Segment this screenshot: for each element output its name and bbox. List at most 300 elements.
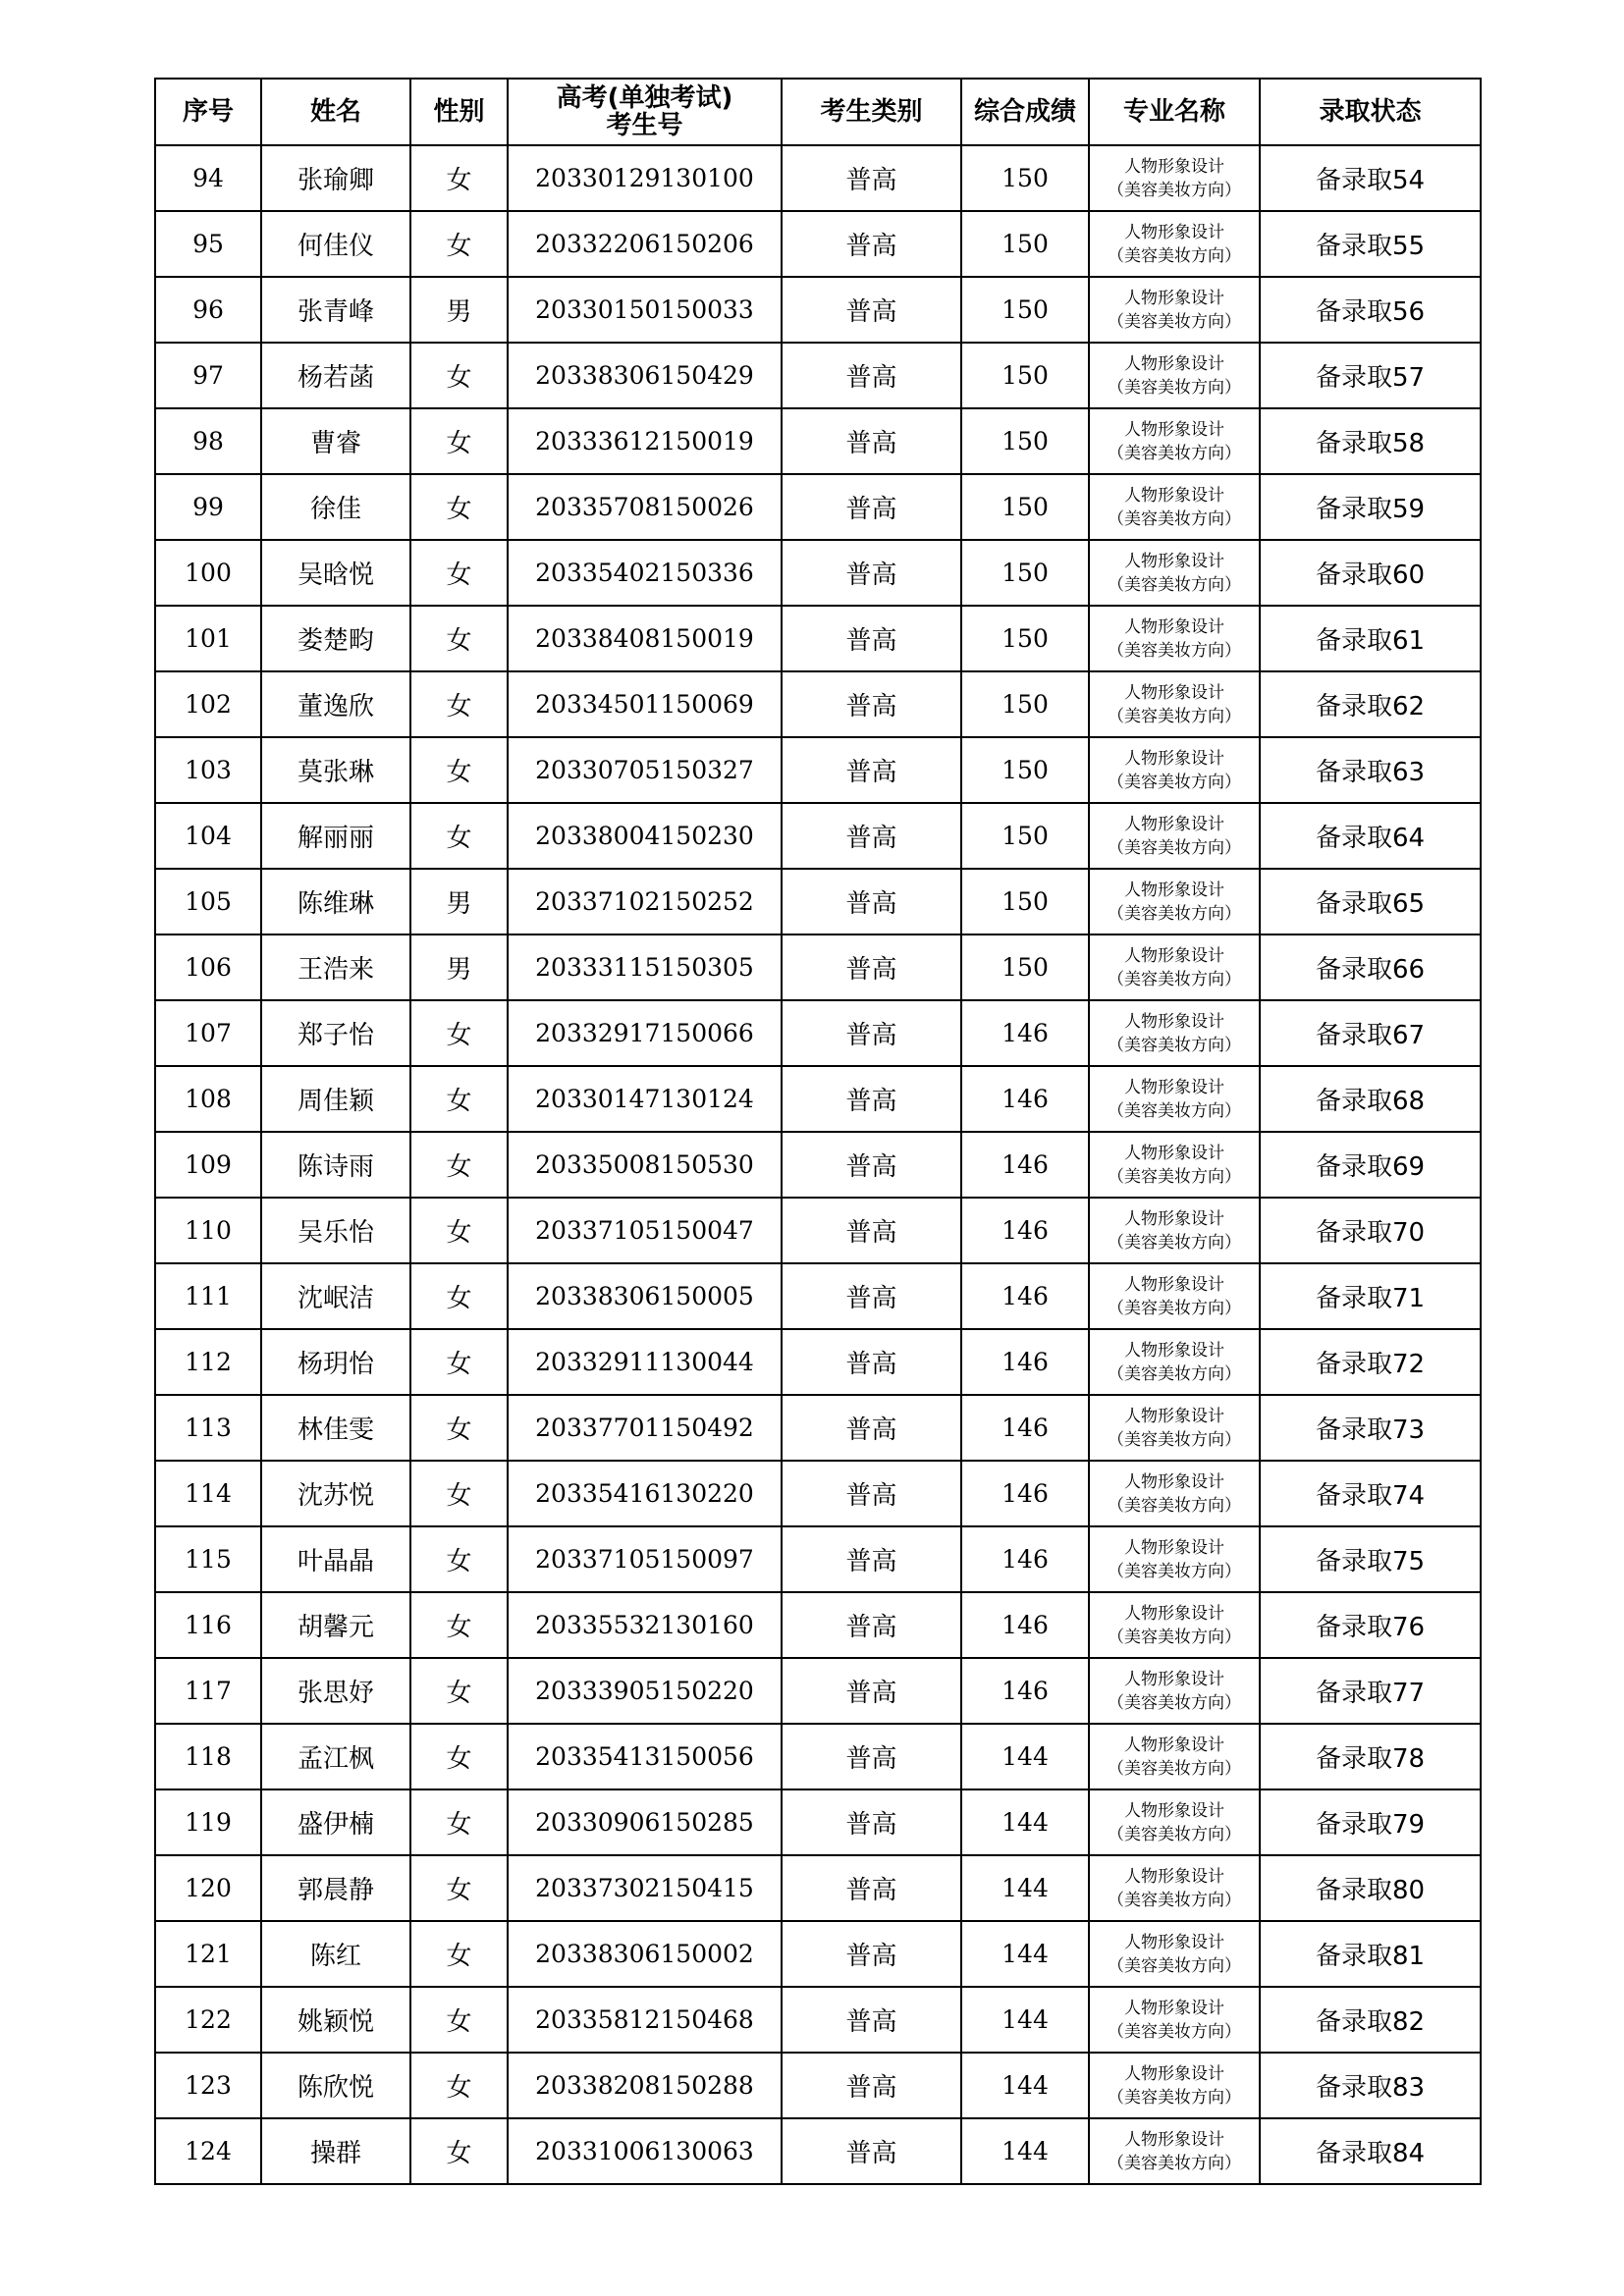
cell-score: 150 — [961, 211, 1089, 277]
cell-exam-id: 20332917150066 — [508, 1000, 782, 1066]
cell-exam-id: 20330705150327 — [508, 737, 782, 803]
table-row — [155, 1329, 1481, 1395]
cell-status: 备录取63 — [1260, 737, 1481, 803]
cell-status: 备录取60 — [1260, 540, 1481, 606]
cell-name: 杨若菡 — [261, 343, 410, 408]
table-row — [155, 343, 1481, 408]
cell-major-line2: （美容美妆方向） — [1108, 706, 1241, 726]
cell-gender: 女 — [410, 1198, 508, 1263]
cell-major-line2: （美容美妆方向） — [1108, 1824, 1241, 1844]
cell-major-line2: （美容美妆方向） — [1108, 1692, 1241, 1713]
cell-exam-id: 20338306150002 — [508, 1921, 782, 1987]
cell-status: 备录取78 — [1260, 1724, 1481, 1789]
cell-exam-id: 20335402150336 — [508, 540, 782, 606]
cell-name: 周佳颖 — [261, 1066, 410, 1132]
cell-gender: 女 — [410, 1263, 508, 1329]
cell-gender: 女 — [410, 1724, 508, 1789]
cell-status: 备录取70 — [1260, 1198, 1481, 1263]
header-seq: 序号 — [155, 79, 261, 145]
cell-major-line1: 人物形象设计 — [1124, 1208, 1224, 1229]
cell-gender: 女 — [410, 1855, 508, 1921]
cell-exam-id: 20333115150305 — [508, 934, 782, 1000]
cell-seq: 106 — [155, 934, 261, 1000]
table-row — [155, 1132, 1481, 1198]
cell-major-line1: 人物形象设计 — [1124, 1800, 1224, 1821]
cell-score: 150 — [961, 474, 1089, 540]
cell-score: 150 — [961, 277, 1089, 343]
cell-seq: 96 — [155, 277, 261, 343]
cell-major-line1: 人物形象设计 — [1124, 1471, 1224, 1492]
cell-seq: 112 — [155, 1329, 261, 1395]
cell-major-line1: 人物形象设计 — [1124, 288, 1224, 308]
cell-gender: 女 — [410, 1789, 508, 1855]
cell-gender: 女 — [410, 2118, 508, 2184]
cell-gender: 女 — [410, 1132, 508, 1198]
cell-score: 146 — [961, 1329, 1089, 1395]
cell-major-line1: 人物形象设计 — [1124, 814, 1224, 834]
cell-score: 150 — [961, 606, 1089, 671]
table-row — [155, 737, 1481, 803]
cell-type: 普高 — [782, 474, 961, 540]
cell-name: 王浩来 — [261, 934, 410, 1000]
cell-name: 张青峰 — [261, 277, 410, 343]
cell-type: 普高 — [782, 343, 961, 408]
cell-score: 146 — [961, 1658, 1089, 1724]
cell-seq: 121 — [155, 1921, 261, 1987]
cell-major — [1089, 1921, 1260, 1987]
cell-name: 叶晶晶 — [261, 1526, 410, 1592]
cell-major — [1089, 1724, 1260, 1789]
cell-score: 146 — [961, 1526, 1089, 1592]
cell-seq: 102 — [155, 671, 261, 737]
cell-exam-id: 20338208150288 — [508, 2053, 782, 2118]
table-row — [155, 1526, 1481, 1592]
cell-score: 150 — [961, 671, 1089, 737]
cell-major-line2: （美容美妆方向） — [1108, 2087, 1241, 2108]
header-status: 录取状态 — [1260, 79, 1481, 145]
table-row — [155, 1461, 1481, 1526]
header-name: 姓名 — [261, 79, 410, 145]
table-row — [155, 1263, 1481, 1329]
cell-status: 备录取74 — [1260, 1461, 1481, 1526]
table-row — [155, 1987, 1481, 2053]
cell-seq: 114 — [155, 1461, 261, 1526]
cell-exam-id: 20333905150220 — [508, 1658, 782, 1724]
table-row — [155, 1789, 1481, 1855]
cell-name: 解丽丽 — [261, 803, 410, 869]
cell-exam-id: 20338408150019 — [508, 606, 782, 671]
cell-status: 备录取58 — [1260, 408, 1481, 474]
cell-type: 普高 — [782, 1132, 961, 1198]
cell-type: 普高 — [782, 1592, 961, 1658]
cell-status: 备录取65 — [1260, 869, 1481, 934]
cell-major-line2: （美容美妆方向） — [1108, 903, 1241, 924]
cell-seq: 119 — [155, 1789, 261, 1855]
cell-status: 备录取80 — [1260, 1855, 1481, 1921]
cell-major-line2: （美容美妆方向） — [1108, 1363, 1241, 1384]
cell-gender: 女 — [410, 145, 508, 211]
cell-type: 普高 — [782, 1329, 961, 1395]
cell-major — [1089, 934, 1260, 1000]
cell-exam-id: 20334501150069 — [508, 671, 782, 737]
cell-major-line2: （美容美妆方向） — [1108, 1035, 1241, 1055]
cell-name: 郭晨静 — [261, 1855, 410, 1921]
cell-major-line2: （美容美妆方向） — [1108, 837, 1241, 858]
cell-name: 徐佳 — [261, 474, 410, 540]
table-body — [155, 145, 1481, 2184]
cell-exam-id: 20330147130124 — [508, 1066, 782, 1132]
cell-major-line2: （美容美妆方向） — [1108, 1298, 1241, 1318]
cell-gender: 女 — [410, 1592, 508, 1658]
cell-major-line2: （美容美妆方向） — [1108, 2153, 1241, 2173]
cell-seq: 111 — [155, 1263, 261, 1329]
cell-seq: 105 — [155, 869, 261, 934]
cell-seq: 97 — [155, 343, 261, 408]
cell-seq: 95 — [155, 211, 261, 277]
cell-gender: 女 — [410, 408, 508, 474]
cell-exam-id: 20337701150492 — [508, 1395, 782, 1461]
cell-major — [1089, 540, 1260, 606]
cell-status: 备录取61 — [1260, 606, 1481, 671]
cell-status: 备录取56 — [1260, 277, 1481, 343]
table-row — [155, 1066, 1481, 1132]
cell-major-line1: 人物形象设计 — [1124, 2063, 1224, 2084]
cell-score: 146 — [961, 1592, 1089, 1658]
cell-status: 备录取81 — [1260, 1921, 1481, 1987]
header-row — [155, 79, 1481, 145]
cell-major-line2: （美容美妆方向） — [1108, 1561, 1241, 1581]
cell-major-line1: 人物形象设计 — [1124, 748, 1224, 769]
cell-major — [1089, 737, 1260, 803]
cell-major — [1089, 211, 1260, 277]
cell-major-line2: （美容美妆方向） — [1108, 574, 1241, 595]
cell-type: 普高 — [782, 606, 961, 671]
cell-score: 150 — [961, 803, 1089, 869]
cell-type: 普高 — [782, 1789, 961, 1855]
cell-exam-id: 20335416130220 — [508, 1461, 782, 1526]
cell-major — [1089, 408, 1260, 474]
cell-seq: 104 — [155, 803, 261, 869]
cell-major — [1089, 1132, 1260, 1198]
cell-major-line1: 人物形象设计 — [1124, 1406, 1224, 1426]
cell-major-line1: 人物形象设计 — [1124, 485, 1224, 506]
cell-exam-id: 20330129130100 — [508, 145, 782, 211]
cell-name: 陈欣悦 — [261, 2053, 410, 2118]
table-row — [155, 1395, 1481, 1461]
cell-major-line1: 人物形象设计 — [1124, 1537, 1224, 1558]
cell-exam-id: 20331006130063 — [508, 2118, 782, 2184]
cell-seq: 109 — [155, 1132, 261, 1198]
cell-major-line2: （美容美妆方向） — [1108, 1232, 1241, 1253]
cell-major — [1089, 1198, 1260, 1263]
cell-major-line1: 人物形象设计 — [1124, 551, 1224, 571]
cell-name: 张瑜卿 — [261, 145, 410, 211]
cell-name: 陈诗雨 — [261, 1132, 410, 1198]
cell-gender: 女 — [410, 803, 508, 869]
cell-seq: 103 — [155, 737, 261, 803]
cell-gender: 男 — [410, 869, 508, 934]
cell-name: 张思妤 — [261, 1658, 410, 1724]
cell-major — [1089, 1263, 1260, 1329]
cell-gender: 女 — [410, 1526, 508, 1592]
cell-major-line2: （美容美妆方向） — [1108, 180, 1241, 200]
cell-seq: 110 — [155, 1198, 261, 1263]
cell-major-line1: 人物形象设计 — [1124, 419, 1224, 440]
cell-major-line1: 人物形象设计 — [1124, 1932, 1224, 1952]
table-row — [155, 934, 1481, 1000]
cell-score: 144 — [961, 1789, 1089, 1855]
cell-type: 普高 — [782, 277, 961, 343]
cell-score: 150 — [961, 408, 1089, 474]
cell-type: 普高 — [782, 1198, 961, 1263]
cell-gender: 女 — [410, 1987, 508, 2053]
cell-major-line2: （美容美妆方向） — [1108, 508, 1241, 529]
cell-name: 孟江枫 — [261, 1724, 410, 1789]
cell-seq: 116 — [155, 1592, 261, 1658]
cell-major-line2: （美容美妆方向） — [1108, 640, 1241, 661]
cell-exam-id: 20335008150530 — [508, 1132, 782, 1198]
table-row — [155, 145, 1481, 211]
cell-major — [1089, 671, 1260, 737]
cell-gender: 女 — [410, 671, 508, 737]
cell-gender: 女 — [410, 540, 508, 606]
cell-major-line1: 人物形象设计 — [1124, 616, 1224, 637]
cell-score: 146 — [961, 1263, 1089, 1329]
cell-score: 146 — [961, 1066, 1089, 1132]
cell-score: 144 — [961, 1855, 1089, 1921]
cell-exam-id: 20332911130044 — [508, 1329, 782, 1395]
cell-status: 备录取66 — [1260, 934, 1481, 1000]
cell-type: 普高 — [782, 540, 961, 606]
cell-score: 144 — [961, 1724, 1089, 1789]
cell-major — [1089, 803, 1260, 869]
cell-major-line2: （美容美妆方向） — [1108, 1758, 1241, 1779]
cell-score: 150 — [961, 869, 1089, 934]
cell-status: 备录取84 — [1260, 2118, 1481, 2184]
cell-seq: 120 — [155, 1855, 261, 1921]
cell-type: 普高 — [782, 671, 961, 737]
table-row — [155, 1921, 1481, 1987]
cell-score: 144 — [961, 2118, 1089, 2184]
cell-name: 吴乐怡 — [261, 1198, 410, 1263]
cell-exam-id: 20337102150252 — [508, 869, 782, 934]
cell-major-line2: （美容美妆方向） — [1108, 443, 1241, 463]
cell-name: 林佳雯 — [261, 1395, 410, 1461]
cell-major — [1089, 1987, 1260, 2053]
cell-name: 盛伊楠 — [261, 1789, 410, 1855]
cell-seq: 118 — [155, 1724, 261, 1789]
cell-seq: 117 — [155, 1658, 261, 1724]
cell-seq: 101 — [155, 606, 261, 671]
cell-seq: 113 — [155, 1395, 261, 1461]
cell-type: 普高 — [782, 1526, 961, 1592]
cell-score: 150 — [961, 540, 1089, 606]
cell-type: 普高 — [782, 211, 961, 277]
cell-status: 备录取64 — [1260, 803, 1481, 869]
cell-major-line2: （美容美妆方向） — [1108, 245, 1241, 266]
cell-score: 146 — [961, 1461, 1089, 1526]
cell-type: 普高 — [782, 934, 961, 1000]
header-exam-id — [508, 79, 782, 145]
cell-name: 何佳仪 — [261, 211, 410, 277]
cell-major-line2: （美容美妆方向） — [1108, 1955, 1241, 1976]
cell-name: 陈红 — [261, 1921, 410, 1987]
cell-exam-id: 20335413150056 — [508, 1724, 782, 1789]
cell-exam-id: 20330906150285 — [508, 1789, 782, 1855]
cell-score: 150 — [961, 737, 1089, 803]
cell-seq: 124 — [155, 2118, 261, 2184]
header-type: 考生类别 — [782, 79, 961, 145]
table-row — [155, 1592, 1481, 1658]
cell-exam-id: 20333612150019 — [508, 408, 782, 474]
cell-type: 普高 — [782, 1855, 961, 1921]
cell-name: 操群 — [261, 2118, 410, 2184]
cell-exam-id: 20335708150026 — [508, 474, 782, 540]
cell-seq: 108 — [155, 1066, 261, 1132]
cell-seq: 99 — [155, 474, 261, 540]
cell-exam-id: 20337105150097 — [508, 1526, 782, 1592]
cell-exam-id: 20338306150005 — [508, 1263, 782, 1329]
cell-score: 150 — [961, 934, 1089, 1000]
table-row — [155, 869, 1481, 934]
cell-name: 娄楚畇 — [261, 606, 410, 671]
cell-seq: 115 — [155, 1526, 261, 1592]
cell-major-line1: 人物形象设计 — [1124, 1669, 1224, 1689]
cell-status: 备录取62 — [1260, 671, 1481, 737]
cell-status: 备录取77 — [1260, 1658, 1481, 1724]
cell-status: 备录取75 — [1260, 1526, 1481, 1592]
cell-seq: 122 — [155, 1987, 261, 2053]
cell-major — [1089, 277, 1260, 343]
cell-type: 普高 — [782, 1263, 961, 1329]
table-row — [155, 671, 1481, 737]
cell-gender: 女 — [410, 474, 508, 540]
cell-major-line2: （美容美妆方向） — [1108, 1627, 1241, 1647]
cell-type: 普高 — [782, 737, 961, 803]
table-row — [155, 803, 1481, 869]
cell-exam-id: 20337302150415 — [508, 1855, 782, 1921]
cell-major — [1089, 1658, 1260, 1724]
cell-status: 备录取57 — [1260, 343, 1481, 408]
cell-major-line2: （美容美妆方向） — [1108, 311, 1241, 332]
cell-status: 备录取69 — [1260, 1132, 1481, 1198]
cell-gender: 女 — [410, 737, 508, 803]
admission-table — [154, 78, 1482, 2185]
table-row — [155, 2118, 1481, 2184]
cell-major-line2: （美容美妆方向） — [1108, 772, 1241, 792]
cell-major-line1: 人物形象设计 — [1124, 1998, 1224, 2018]
cell-major — [1089, 2118, 1260, 2184]
cell-name: 曹睿 — [261, 408, 410, 474]
cell-status: 备录取76 — [1260, 1592, 1481, 1658]
cell-type: 普高 — [782, 2118, 961, 2184]
table-row — [155, 1198, 1481, 1263]
cell-score: 146 — [961, 1000, 1089, 1066]
table-row — [155, 540, 1481, 606]
cell-major-line2: （美容美妆方向） — [1108, 1495, 1241, 1516]
cell-major — [1089, 1855, 1260, 1921]
cell-major-line2: （美容美妆方向） — [1108, 1166, 1241, 1187]
cell-gender: 女 — [410, 1000, 508, 1066]
cell-major — [1089, 1329, 1260, 1395]
cell-score: 144 — [961, 1921, 1089, 1987]
cell-exam-id: 20330150150033 — [508, 277, 782, 343]
cell-status: 备录取83 — [1260, 2053, 1481, 2118]
cell-status: 备录取82 — [1260, 1987, 1481, 2053]
cell-gender: 女 — [410, 2053, 508, 2118]
cell-seq: 100 — [155, 540, 261, 606]
cell-status: 备录取67 — [1260, 1000, 1481, 1066]
cell-major — [1089, 606, 1260, 671]
cell-gender: 女 — [410, 1921, 508, 1987]
cell-major-line1: 人物形象设计 — [1124, 1143, 1224, 1163]
cell-type: 普高 — [782, 869, 961, 934]
cell-seq: 107 — [155, 1000, 261, 1066]
cell-major-line1: 人物形象设计 — [1124, 1274, 1224, 1295]
cell-major-line1: 人物形象设计 — [1124, 880, 1224, 900]
cell-major — [1089, 145, 1260, 211]
cell-name: 吴晗悦 — [261, 540, 410, 606]
table-row — [155, 1724, 1481, 1789]
cell-major-line2: （美容美妆方向） — [1108, 377, 1241, 398]
table-row — [155, 606, 1481, 671]
cell-major — [1089, 1066, 1260, 1132]
cell-score: 144 — [961, 1987, 1089, 2053]
cell-name: 陈维琳 — [261, 869, 410, 934]
header-major: 专业名称 — [1089, 79, 1260, 145]
cell-gender: 女 — [410, 1329, 508, 1395]
cell-gender: 女 — [410, 606, 508, 671]
cell-type: 普高 — [782, 1461, 961, 1526]
cell-score: 146 — [961, 1395, 1089, 1461]
cell-exam-id: 20335812150468 — [508, 1987, 782, 2053]
cell-major-line1: 人物形象设计 — [1124, 353, 1224, 374]
cell-major — [1089, 2053, 1260, 2118]
cell-major-line1: 人物形象设计 — [1124, 1866, 1224, 1887]
cell-gender: 女 — [410, 1395, 508, 1461]
cell-status: 备录取73 — [1260, 1395, 1481, 1461]
cell-type: 普高 — [782, 145, 961, 211]
cell-type: 普高 — [782, 1000, 961, 1066]
header-exam-id-line1: 高考(单独考试) — [556, 83, 733, 113]
header-gender: 性别 — [410, 79, 508, 145]
cell-name: 沈苏悦 — [261, 1461, 410, 1526]
cell-name: 杨玥怡 — [261, 1329, 410, 1395]
header-score: 综合成绩 — [961, 79, 1089, 145]
header-exam-id-line2: 考生号 — [606, 111, 683, 140]
cell-type: 普高 — [782, 1921, 961, 1987]
cell-score: 150 — [961, 145, 1089, 211]
cell-major — [1089, 1461, 1260, 1526]
cell-type: 普高 — [782, 1066, 961, 1132]
cell-gender: 女 — [410, 1461, 508, 1526]
cell-major — [1089, 343, 1260, 408]
cell-major-line1: 人物形象设计 — [1124, 1340, 1224, 1361]
cell-gender: 女 — [410, 1658, 508, 1724]
cell-status: 备录取54 — [1260, 145, 1481, 211]
cell-exam-id: 20338004150230 — [508, 803, 782, 869]
cell-name: 郑子怡 — [261, 1000, 410, 1066]
cell-seq: 94 — [155, 145, 261, 211]
cell-score: 144 — [961, 2053, 1089, 2118]
table-row — [155, 474, 1481, 540]
cell-gender: 男 — [410, 277, 508, 343]
cell-score: 146 — [961, 1132, 1089, 1198]
table-row — [155, 211, 1481, 277]
cell-type: 普高 — [782, 1724, 961, 1789]
cell-major — [1089, 869, 1260, 934]
cell-major — [1089, 1000, 1260, 1066]
